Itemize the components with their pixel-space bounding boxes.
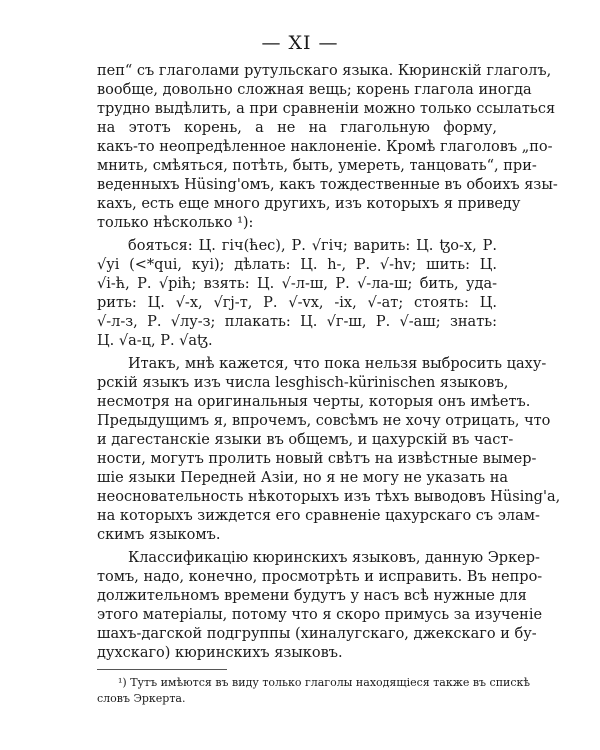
- footnote-line: словъ Эркерта.: [97, 692, 186, 705]
- text-line: Классификацію кюринскихъ языковъ, данную Эркер-: [128, 550, 540, 566]
- text-line: Итакъ, мнѣ кажется, что пока нельзя выбросить цаху-: [128, 356, 547, 372]
- text-line: томъ, надо, конечно, просмотрѣть и исправить. Въ непро-: [97, 569, 543, 585]
- text-line: ности, могутъ пролить новый свѣтъ на извѣстные вымер-: [97, 451, 537, 467]
- text-line: несмотря на оригинальныя черты, которыя онъ имѣетъ.: [97, 394, 531, 410]
- example-line: √-л-з, Р. √лу-з; плакать: Ц. √г-ш, Р. √-аш; знать:: [97, 314, 497, 330]
- text-line: на этотъ корень, а не на глагольную форму,: [97, 120, 497, 136]
- example-line: рить: Ц. √-х, √гј-т, Р. √-vх, -іх, √-ат; стоять: Ц.: [97, 295, 497, 311]
- text-line: Предыдущимъ я, впрочемъ, совсѣмъ не хочу отрицать, что: [97, 413, 551, 429]
- text-line: веденныхъ Hüsing'омъ, какъ тождественные въ обоихъ язы-: [97, 177, 558, 193]
- text-line: только нѣсколько ¹):: [97, 215, 254, 231]
- text-line: этого матеріалы, потому что я скоро примусь за изученіе: [97, 607, 543, 623]
- text-line: мнить, смѣяться, потѣть, быть, умереть, танцовать“, при-: [97, 158, 537, 174]
- text-line: шахъ-дагской подгруппы (хиналугскаго, джекскаго и бу-: [97, 626, 537, 642]
- text-line: и дагестанскіе языки въ общемъ, и цахурскій въ част-: [97, 432, 514, 448]
- text-line: какъ-то неопредѣленное наклоненіе. Кромѣ глаголовъ „по-: [97, 139, 553, 155]
- text-line: на которыхъ зиждется его сравненіе цахурскаго съ элам-: [97, 508, 540, 524]
- text-line: шіе языки Передней Азіи, но я не могу не указать на: [97, 470, 509, 486]
- example-line: Ц. √а-ц, Р. √аꜩ.: [97, 333, 213, 349]
- text-line: рскій языкъ изъ числа lesghisch-kürinischen языковъ,: [97, 375, 509, 391]
- text-line: трудно выдѣлить, а при сравненіи можно только ссылаться: [97, 101, 556, 117]
- text-line: вообще, довольно сложная вещь; корень глагола иногда: [97, 82, 532, 98]
- footnote-rule: [97, 669, 227, 670]
- text-line: духскаго) кюринскихъ языковъ.: [97, 645, 343, 661]
- text-line: должительномъ времени будутъ у насъ всѣ нужные для: [97, 588, 527, 604]
- page-number: — XI —: [261, 32, 339, 54]
- footnote-line: ¹) Тутъ имѣются въ виду только глаголы находящіеся также въ спискѣ: [118, 676, 531, 689]
- example-line: √уі (<*quі, куі); дѣлать: Ц. h-, Р. √-hv; шить: Ц.: [97, 257, 497, 273]
- text-line: пеп“ съ глаголами рутульскаго языка. Кюринскій глаголъ,: [97, 63, 552, 79]
- text-line: скимъ языкомъ.: [97, 527, 221, 543]
- example-line: бояться: Ц. гіч(ћес), Р. √гіч; варить: Ц. ꜩо-х, Р.: [128, 238, 497, 254]
- example-line: √і-ћ, Р. √ріћ; взять: Ц. √-л-ш, Р. √-ла-ш; бить, уда-: [97, 276, 497, 292]
- text-line: кахъ, есть еще много другихъ, изъ которыхъ я приведу: [97, 196, 521, 212]
- text-line: неосновательность нѣкоторыхъ изъ тѣхъ выводовъ Hüsing'a,: [97, 489, 561, 505]
